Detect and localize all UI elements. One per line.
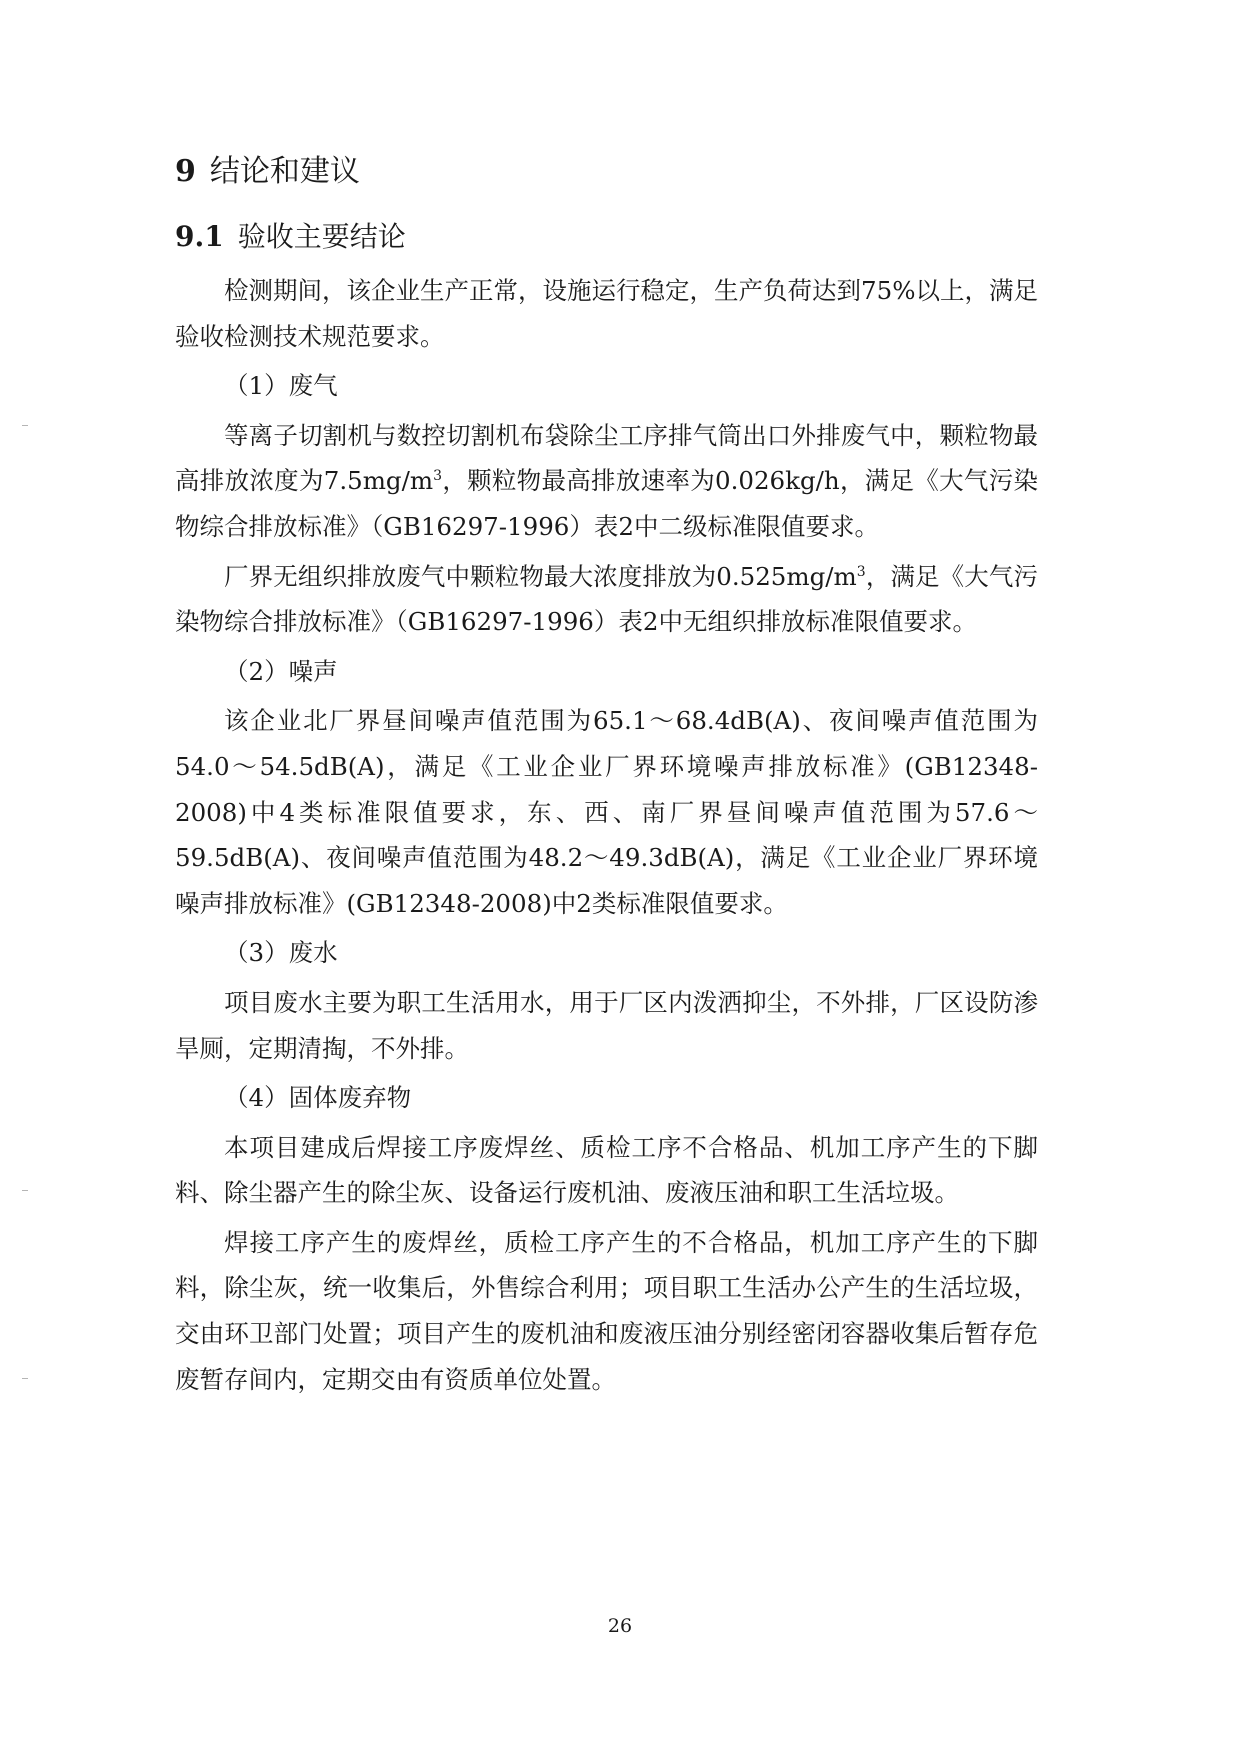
subsection-heading xyxy=(175,216,1038,258)
page-content xyxy=(175,150,1038,1406)
waste-gas-text-1b: ，颗粒物最高排放速率为0.026kg/h，满足《大气污染物综合排放标准》（GB16297-1996）表2中二级标准限值要求。 xyxy=(175,466,1038,541)
scan-mark xyxy=(22,1378,28,1379)
section-title: 结论和建议 xyxy=(209,154,360,189)
noise-heading: （2）噪声 xyxy=(224,656,338,686)
solid-waste-paragraph-1: 本项目建成后焊接工序废焊丝、质检工序不合格品、机加工序产生的下脚料、除尘器产生的除尘灰、设备运行废机油、废液压油和职工生活垃圾。 xyxy=(175,1132,1038,1208)
section-number: 9 xyxy=(175,154,196,189)
waste-gas-paragraph-1 xyxy=(175,413,1038,550)
superscript-unit: 3 xyxy=(433,468,443,485)
subsection-number: 9.1 xyxy=(175,220,224,253)
superscript-unit: 3 xyxy=(856,563,866,580)
section-heading xyxy=(175,150,1038,194)
page-number: 26 xyxy=(607,1615,633,1637)
scan-mark xyxy=(22,1190,28,1191)
waste-water-heading: （3）废水 xyxy=(224,938,338,968)
intro-paragraph: 检测期间，该企业生产正常，设施运行稳定，生产负荷达到75%以上，满足验收检测技术规范要求。 xyxy=(175,276,1038,351)
waste-water-paragraph: 项目废水主要为职工生活用水，用于厂区内泼洒抑尘，不外排，厂区设防渗旱厕，定期清掏，不外排。 xyxy=(175,987,1038,1063)
scan-mark xyxy=(22,425,28,426)
waste-gas-text-2b: ，满足《大气污染物综合排放标准》（GB16297-1996）表2中无组织排放标准限值要求。 xyxy=(175,561,1039,637)
solid-waste-heading: （4）固体废弃物 xyxy=(224,1083,412,1113)
subsection-title: 验收主要结论 xyxy=(237,220,406,253)
solid-waste-paragraph-2: 焊接工序产生的废焊丝，质检工序产生的不合格品，机加工序产生的下脚料，除尘灰，统一收集后，外售综合利用；项目职工生活办公产生的生活垃圾，交由环卫部门处置；项目产生的废机油和废液压油分别经密闭容器收集后暂存危废暂存间内，定期交由有资质单位处置。 xyxy=(175,1227,1038,1394)
noise-paragraph: 该企业北厂界昼间噪声值范围为65.1～68.4dB(A)、夜间噪声值范围为54.0～54.5dB(A)，满足《工业企业厂界环境噪声排放标准》(GB12348-2008)中4类标准限值要求，东、西、南厂界昼间噪声值范围为57.6～59.5dB(A)、夜间噪声值范围为48.2～49.3dB(A)，满足《工业企业厂界环境噪声排放标准》(GB12348-2008)中2类标准限值要求。 xyxy=(175,706,1038,918)
waste-gas-text-2a: 厂界无组织排放废气中颗粒物最大浓度排放为0.525mg/m xyxy=(224,561,857,591)
waste-gas-heading: （1）废气 xyxy=(224,371,338,401)
waste-gas-paragraph-2 xyxy=(175,554,1038,645)
waste-gas-text-1a: 等离子切割机与数控切割机布袋除尘工序排气筒出口外排废气中，颗粒物最高排放浓度为7.5mg/m xyxy=(175,420,1038,496)
